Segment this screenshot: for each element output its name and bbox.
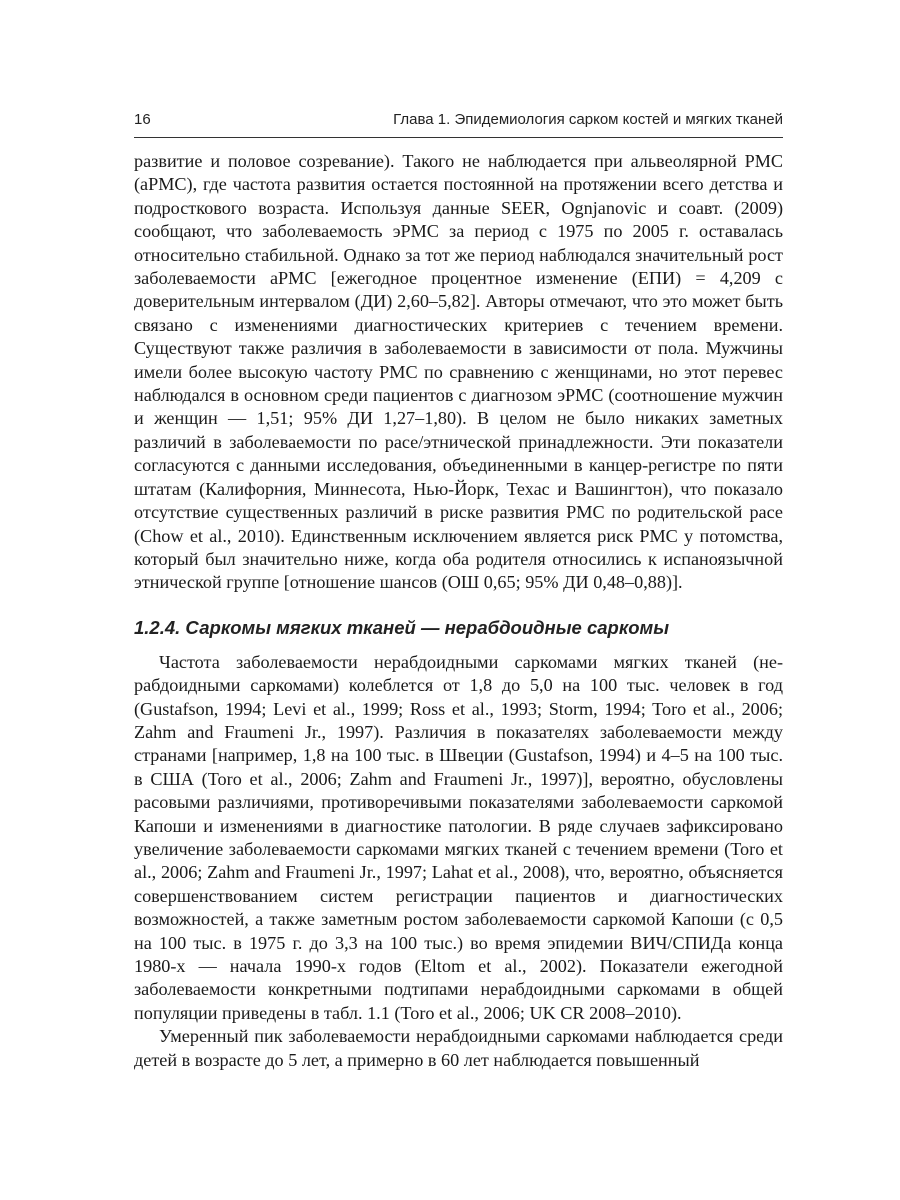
- paragraph-incidence: Частота заболеваемости нерабдоидными саркомами мягких тканей (нерабдоидными саркомами) колеблется от 1,8 до 5,0 на 100 тыс. человек в год (Gustafson, 1994; Levi et al., 1999; Ross et al., 1993; Storm, 1994; Toro et al., 2006; Zahm and Fraumeni Jr., 1997). Различия в показателях заболеваемости между странами [например, 1,8 на 100 тыс. в Швеции (Gustafson, 1994) и 4–5 на 100 тыс. в США (Toro et al., 2006; Zahm and Fraumeni Jr., 1997)], вероятно, обусловлены расовыми различиями, противоречивыми показателями заболеваемости саркомой Капоши и изменениями в диагностике патологии. В ряде случаев зафиксировано увеличение заболеваемости саркомами мягких тканей с течением времени (Toro et al., 2006; Zahm and Fraumeni Jr., 1997; Lahat et al., 2008), что, вероятно, объясняется совершенствованием систем регистрации пациентов и диагностических возможностей, а также заметным ростом заболеваемости саркомой Капоши (с 0,5 на 100 тыс. в 1975 г. до 3,3 на 100 тыс.) во время эпидемии ВИЧ/СПИДа конца 1980-х — начала 1990-х годов (Eltom et al., 2002). Показатели ежегодной заболеваемости конкретными подтипами нерабдоидными саркомами в общей популяции приведены в табл. 1.1 (Toro et al., 2006; UK CR 2008–2010).: [134, 651, 783, 1023]
- header-divider: [134, 137, 783, 138]
- paragraph-continued: развитие и половое созревание). Такого не наблюдается при альвеолярной РМС (аРМС), где частота развития остается постоянной на протяжении всего детства и подросткового возраста. Используя данные SEER, Ognjanovic и соавт. (2009) сообщают, что заболеваемость эРМС за период с 1975 по 2005 г. оставалась относительно стабильной. Однако за тот же период наблюдался значительный рост заболеваемости аРМС [ежегодное процентное изменение (ЕПИ) = 4,209 с доверительным интервалом (ДИ) 2,60–5,82]. Авторы отмечают, что это может быть связано с изменениями диагностических критериев с течением времени. Существуют также различия в заболеваемости в зависимости от пола. Мужчины имели более высокую частоту РМС по сравнению с женщинами, но этот перевес наблюдался в основном среди пациентов с диагнозом эРМС (соотношение мужчин и женщин — 1,51; 95% ДИ 1,27–1,80). В целом не было никаких заметных различий в заболеваемости по расе/этнической принадлежности. Эти показатели согласуются с данными исследования, объединенными в канцер-регистре по пяти штатам (Калифорния, Миннесота, Нью-Йорк, Техас и Вашингтон), что показало отсутствие существенных различий в риске развития РМС по родительской расе (Chow et al., 2010). Единственным исключением является риск РМС у потомства, который был значительно ниже, когда оба родителя относились к испаноязычной этнической группе [отношение шансов (ОШ 0,65; 95% ДИ 0,48–0,88)].: [134, 151, 783, 593]
- paragraph-peak: Умеренный пик заболеваемости нерабдоидными саркомами наблюдается среди детей в возрасте до 5 лет, а примерно в 60 лет наблюдается повышенный: [134, 1026, 783, 1070]
- page-number: 16: [134, 111, 151, 128]
- chapter-title: Глава 1. Эпидемиология сарком костей и мягких тканей: [393, 111, 783, 128]
- running-header: [134, 111, 783, 128]
- page-body: [134, 150, 783, 1072]
- section-heading: 1.2.4. Саркомы мягких тканей — нерабдоидные саркомы: [134, 616, 670, 638]
